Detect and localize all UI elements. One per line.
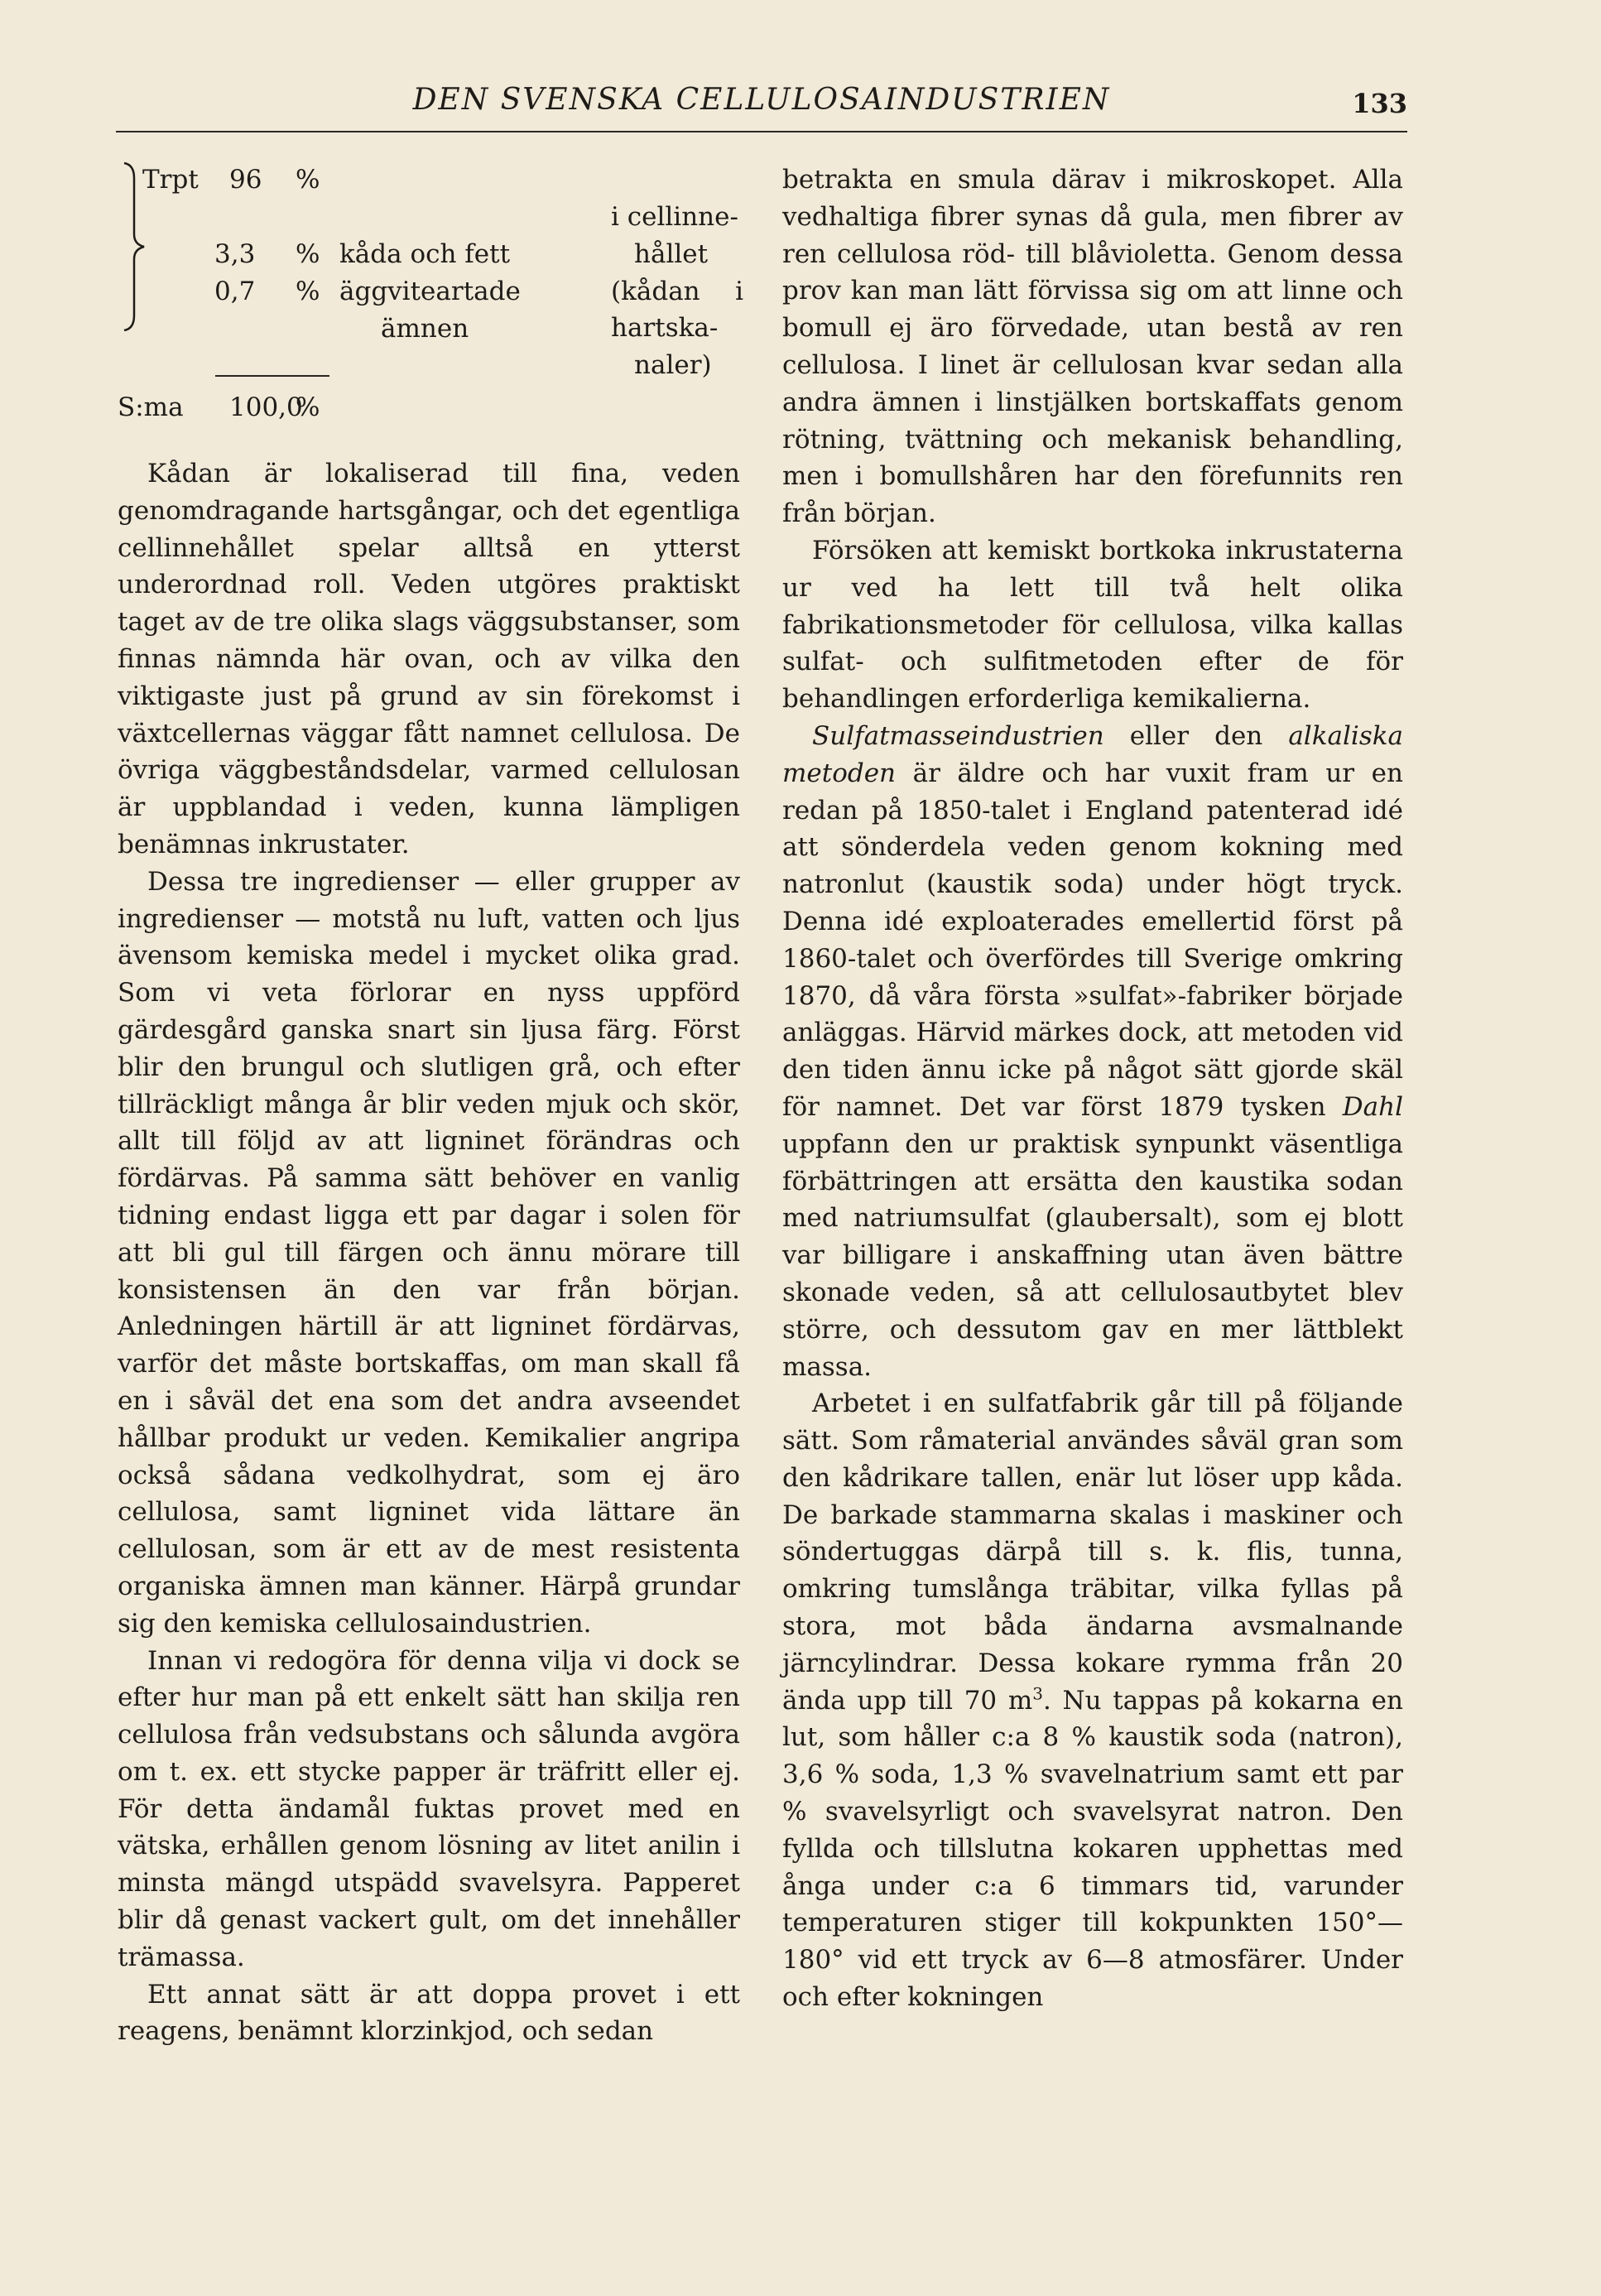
paragraph: Ett annat sätt är att doppa provet i ett reagens, benämnt klorzinkjod, och sedan [118,1979,740,2047]
table-row-label: äggviteartade [339,277,521,306]
running-header [116,83,1407,132]
table-row-pct: % [296,239,320,269]
emphasis-name: Dahl [1342,1091,1403,1122]
text-run: är äldre och har vuxit fram ur en redan på 1850-talet i England patenterad idé att sönderdela veden genom kokning med natronlut (kaustik soda) under högt tryck. Denna idé exploaterades emellertid först på 1860-talet och överfördes till Sverige omkring 1870, då våra första »sulfat»-fabriker började anläggas. Härvid märkes dock, att metoden vid den tiden ännu icke på något sätt gjorde skäl för namnet. Det var först 1879 tysken [782,758,1403,1122]
note-line: naler) [634,350,712,381]
left-column [118,161,743,2050]
note-line: hartska- [611,313,719,344]
text-run: . Nu tappas på kokarna en lut, som håller c:a 8 % kaustik soda (natron), 3,6 % soda, 1,3 % svavelnatrium samt ett par % svavelsyrligt och svavelsyrat natron. Den fyllda och tillslutna kokaren upphettas med ånga under c:a 6 timmars tid, varunder temperaturen stiger till kokpunkten 150°—180° vid ett tryck av 6—8 atmosfärer. Under och efter kokningen [782,1685,1403,2013]
paragraph: Kådan är lokaliserad till fina, veden genomdragande hartsgångar, och det egentliga cellinnehållet spelar alltså en ytterst underordnad roll. Veden utgöres praktiskt taget av de tre olika slags väggsubstanser, som finnas nämnda här ovan, och av vilka den viktigaste just på grund av sin förekomst i växtcellernas väggar fått namnet cellulosa. De övriga väggbeståndsdelar, varmed cellulosan är uppblandad i veden, kunna lämpligen benämnas inkrustater. [118,459,740,859]
table-note [611,199,743,384]
paragraph: Dessa tre ingredienser — eller grupper av ingredienser — motstå nu luft, vatten och ljus ävensom kemiska medel i mycket olika grad. Som vi veta förlorar en nyss uppförd gärdesgård ganska snart sin ljusa färg. Först blir den brungul och slutligen grå, och efter tillräckligt många år blir veden mjuk och skör, allt till följd av att ligninet förändras och fördärvas. På samma sätt behöver en vanlig tidning endast ligga ett par dagar i solen för att bli gul till färgen och ännu mörare till konsistensen än den var från början. Anledningen härtill är att ligninet fördärvas, varför det måste bortskaffas, om man skall få en i såväl det ena som det andra avseendet hållbar produkt ur veden. Kemikalier angripa också sådana vedkolhydrat, som ej äro cellulosa, samt ligninet vida lättare än cellulosan, som är ett av de mest resistenta organiska ämnen man känner. Härpå grundar sig den kemiska cellulosaindustrien. [118,866,740,1639]
composition-table [118,161,743,455]
table-row-label-cont: ämnen [381,314,469,344]
page-number: 133 [1352,88,1407,119]
table-row-value: 3,3 [214,239,256,269]
note-line: hållet [634,238,709,269]
text-run: eller den [1103,720,1289,751]
paragraph: betrakta en smula därav i mikroskopet. Alla vedhaltiga fibrer synas då gula, men fibrer av ren cellulosa röd- till blåvioletta. Genom dessa prov kan man lätt förvissa sig om att linne och bomull ej äro förvedade, utan bestå av ren cellulosa. I linet är cellulosan kvar sedan alla andra ämnen i linstjälken bortskaffats genom rötning, tvättning och mekanisk behandling, men i bomullshåren har den förefunnits ren från början. [782,165,1403,529]
table-trpt-pct: % [296,165,320,195]
table-row-pct: % [296,277,320,306]
note-line: (kådan i [611,276,743,306]
table-trpt-value: 96 [229,165,262,195]
note-line: i cellinne- [611,202,738,232]
text-run: uppfann den ur praktisk synpunkt väsentliga förbättringen att ersätta den kaustika sodan med natriumsulfat (glaubersalt), som ej blott var billigare i anskaffning utan även bättre skonade veden, så att cellulosautbytet blev större, och dessutom gav en mer lättblekt massa. [782,1129,1403,1382]
table-sum-pct: % [296,392,320,422]
table-sum-value: 100,0 [229,392,303,422]
sum-rule [215,375,329,377]
superscript: 3 [1032,1683,1043,1704]
paragraph [782,718,1403,1385]
paragraph [782,1385,1403,2016]
table-sum-label: S:ma [118,392,184,422]
table-row-label: kåda och fett [339,239,511,269]
right-column [782,161,1403,2016]
emphasis-term: Sulfatmasseindustrien [812,720,1104,751]
running-title: DEN SVENSKA CELLULOSAINDUSTRIEN [412,83,1111,117]
text-run: Arbetet i en sulfatfabrik går till på följande sätt. Som råmaterial användes såväl gran som den kådrikare tallen, enär lut löser upp kåda. De barkade stammarna skalas i maskiner och söndertuggas därpå till s. k. flis, tunna, omkring tumslånga träbitar, vilka fyllas på stora, mot båda ändarna avsmalnande järncylindrar. Dessa kokare rymma från 20 ända upp till 70 m [782,1389,1403,1716]
paragraph: Försöken att kemiskt bortkoka inkrustaterna ur ved ha lett till två helt olika fabrikationsmetoder för cellulosa, vilka kallas sulfat- och sulfitmetoden efter de för behandlingen erforderliga kemikalierna. [782,535,1403,715]
table-trpt-label: Trpt [142,165,199,195]
paragraph: Innan vi redogöra för denna vilja vi dock se efter hur man på ett enkelt sätt han skilja ren cellulosa från vedsubstans och sålunda avgöra om t. ex. ett stycke papper är träfritt eller ej. För detta ändamål fuktas provet med en vätska, erhållen genom lösning av litet anilin i minsta mängd utspädd svavelsyra. Papperet blir då genast vackert gult, om det innehåller trämassa. [118,1645,740,1972]
table-row-value: 0,7 [214,277,256,306]
emphasis-term: alkaliska metoden [782,720,1403,788]
